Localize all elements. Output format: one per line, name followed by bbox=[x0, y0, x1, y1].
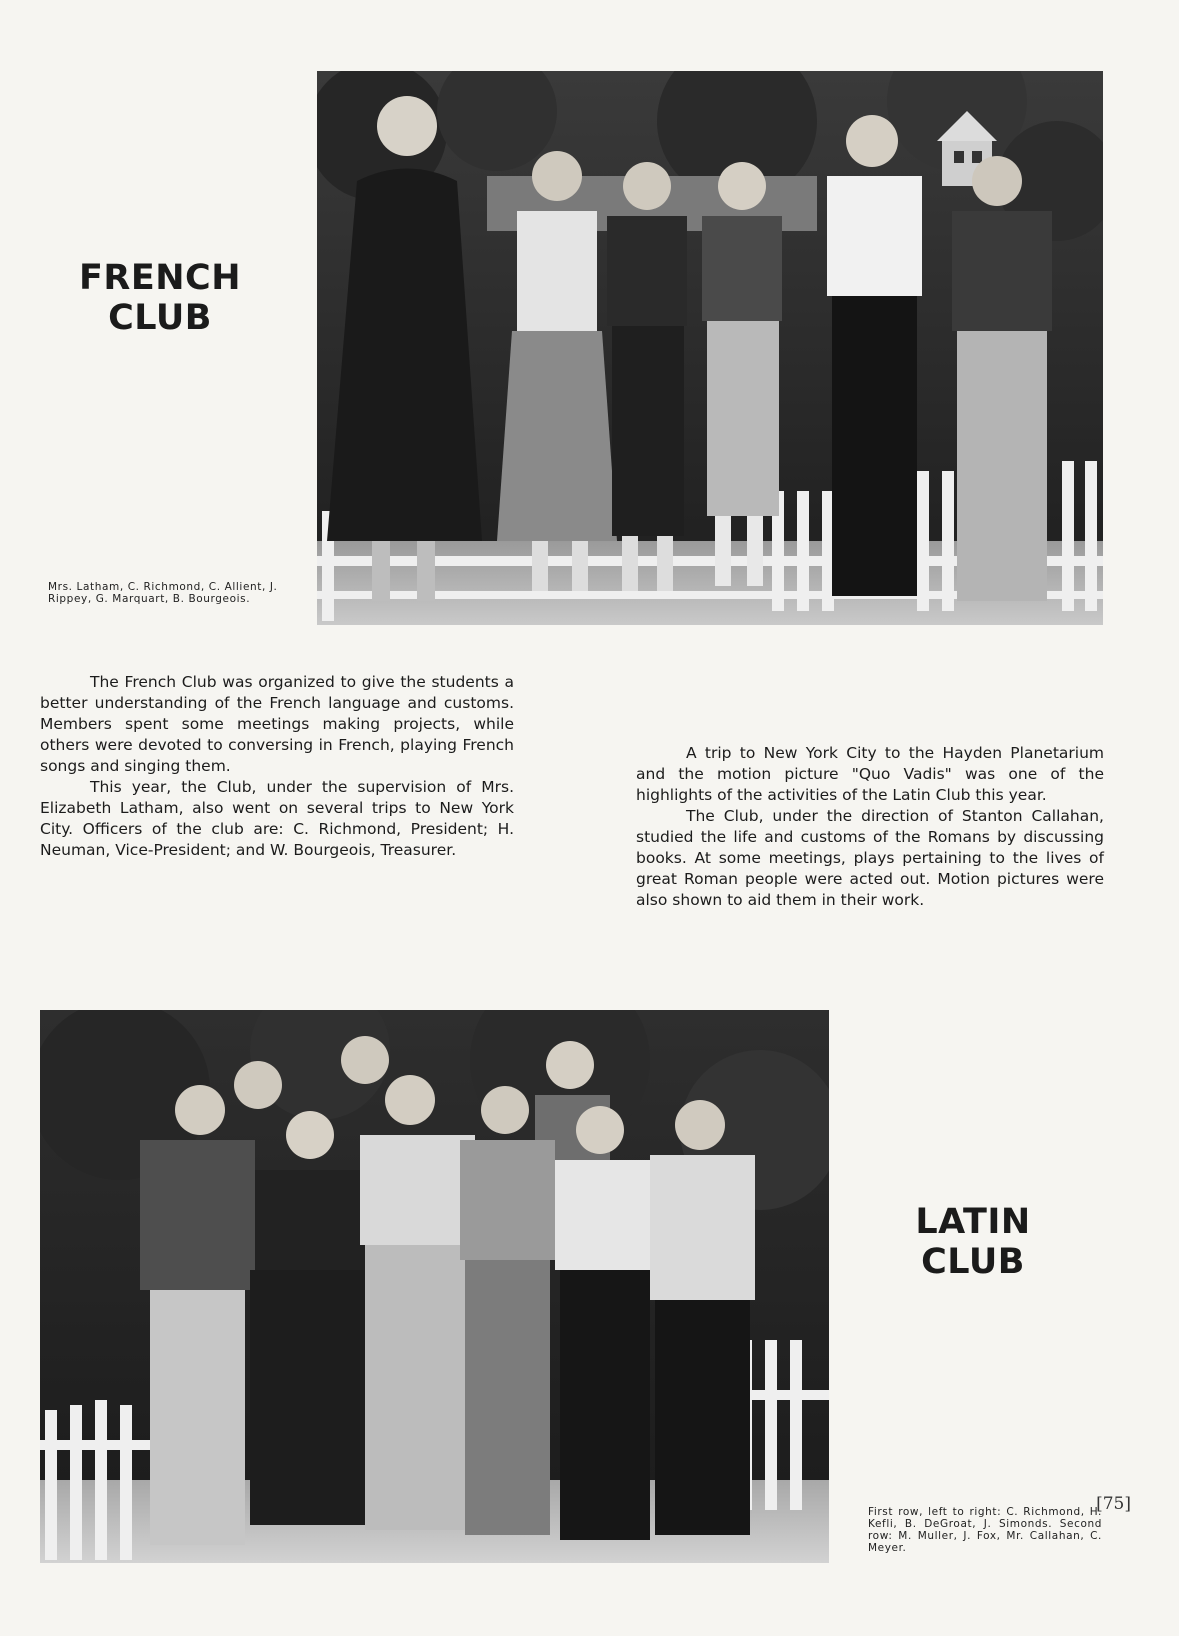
latin-club-title bbox=[873, 1202, 1073, 1282]
french-club-article bbox=[40, 672, 514, 861]
latin-club-title-line1: LATIN bbox=[915, 1202, 1031, 1242]
latin-club-paragraph-1: A trip to New York City to the Hayden Planetarium and the motion picture "Quo Vadis" was one of the highlights of the activities of the Latin Club this year. bbox=[636, 744, 1104, 804]
french-club-title-line2: CLUB bbox=[108, 298, 212, 338]
latin-club-article bbox=[636, 743, 1104, 911]
french-club-photo bbox=[317, 71, 1103, 625]
french-club-title bbox=[60, 258, 260, 338]
french-club-title-line1: FRENCH bbox=[78, 258, 242, 298]
french-club-paragraph-2: This year, the Club, under the supervision of Mrs. Elizabeth Latham, also went on several trips to New York City. Officers of the club are: C. Richmond, President; H. Neuman, Vice-President; and W. Bourgeois, Treasurer. bbox=[40, 778, 514, 859]
page-number: [75] bbox=[1096, 1494, 1131, 1514]
french-club-photo-illustration bbox=[317, 71, 1103, 625]
latin-club-caption: First row, left to right: C. Richmond, H. Kefli, B. DeGroat, J. Simonds. Second row: M. Muller, J. Fox, Mr. Callahan, C. Meyer. bbox=[868, 1506, 1102, 1554]
latin-club-paragraph-2: The Club, under the direction of Stanton Callahan, studied the life and customs of the Romans by discussing books. At some meetings, plays pertaining to the lives of great Roman people were acted out. Motion pictures were also shown to aid them in their work. bbox=[636, 807, 1104, 909]
latin-club-photo-illustration bbox=[40, 1010, 829, 1563]
french-club-caption: Mrs. Latham, C. Richmond, C. Allient, J. Rippey, G. Marquart, B. Bourgeois. bbox=[48, 581, 278, 605]
latin-club-photo bbox=[40, 1010, 829, 1563]
french-club-paragraph-1: The French Club was organized to give the students a better understanding of the French language and customs. Members spent some meetings making projects, while others were devoted to conversing in French, playing French songs and singing them. bbox=[40, 673, 514, 775]
latin-club-title-line2: CLUB bbox=[921, 1242, 1025, 1282]
